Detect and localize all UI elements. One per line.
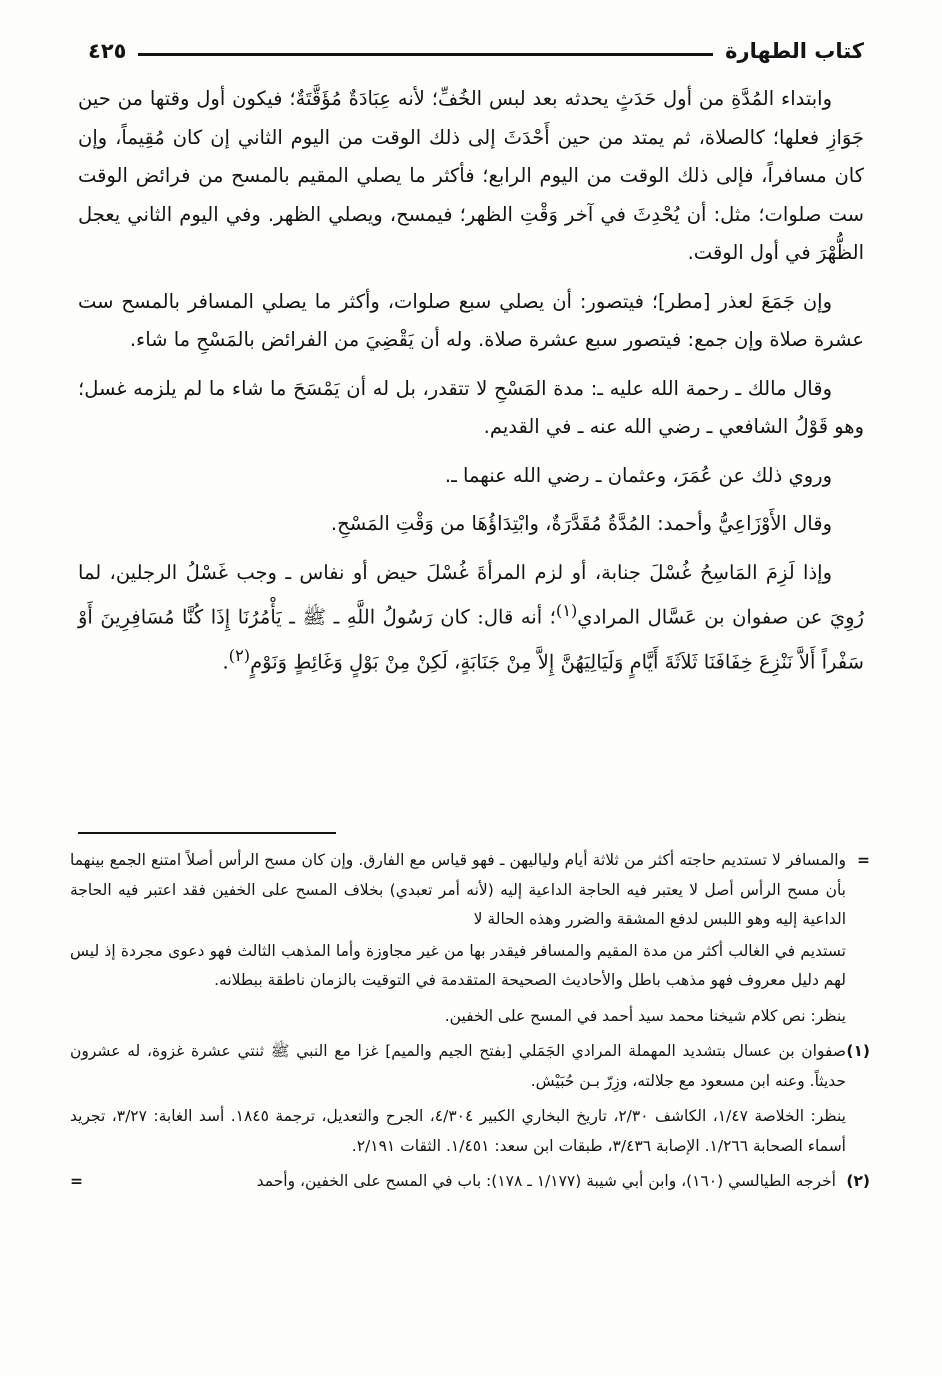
page-number: ٤٢٥	[88, 39, 127, 63]
main-text	[78, 80, 864, 692]
footnote-continued-text: والمسافر لا تستديم حاجته أكثر من ثلاثة أيام ولياليهن ـ فهو قياس مع الفارق. وإن كان مسح الرأس أصلاً امتنع الجمع بينهما بأن مسح الرأس أصل لا يعتبر فيه الحاجة الداعية إليه (لأنه أمر تعبدي) بخلاف المسح على الخفين فقد اعتبر فيه الحاجة الداعية إليه وهو اللبس لدفع المشقة والضرر وهذه الحالة لا	[70, 851, 846, 928]
paragraph-1: وابتداء المُدَّةِ من أول حَدَثٍ يحدثه بعد لبس الخُفِّ؛ لأنه عِبَادَةٌ مُؤَقَّتَةٌ؛ فيكون أول وقتها من حين جَوَازِ فعلها؛ كالصلاة، ثم يمتد من حين أَحْدَثَ إلى ذلك الوقت من اليوم الثاني إن كان مُقِيماً، وإن كان مسافراً، فإلى ذلك الوقت من اليوم الرابع؛ فأكثر ما يصلي المقيم بالمسح من فرائض الوقت ست صلوات؛ مثل: أن يُحْدِثَ في آخر وَقْتِ الظهر؛ فيمسح، ويصلي الظهر. وفي اليوم الثاني يعجل الظُّهْرَ في أول الوقت.	[78, 87, 864, 264]
footnote-1	[70, 1037, 870, 1096]
footnote-continued-ref	[70, 1002, 870, 1032]
footnote-1-number: (١)	[846, 1042, 870, 1060]
paragraph-6	[78, 554, 864, 683]
footnote-separator	[78, 832, 336, 834]
paragraph-3: وقال مالك ـ رحمة الله عليه ـ: مدة المَسْحِ لا تتقدر، بل له أن يَمْسَحَ ما شاء ما لم يلزمه غسل؛ وهو قَوْلُ الشافعي ـ رضي الله عنه ـ في القديم.	[78, 376, 864, 438]
header-rule	[138, 53, 713, 56]
footnote-1-ref	[70, 1102, 870, 1161]
continuation-mark: =	[857, 851, 870, 869]
footnote-2-continuation-mark: =	[70, 1172, 83, 1190]
footnote-continued	[70, 846, 870, 935]
footnote-2	[70, 1167, 870, 1197]
footnotes-section	[70, 846, 870, 1203]
hadith-quote: يَأْمُرُنَا إِذَا كُنَّا مُسَافِرِينَ أَوْ سَفْراً أَلاَّ نَنْزِعَ خِفَافَنَا ثَلاَثَةَ أَيَّامٍ وَلَيَالِيَهُنَّ إِلاَّ مِنْ جَنَابَةٍ، لَكِنْ مِنْ بَوْلٍ وَغَائِطٍ وَنَوْمٍ	[78, 605, 864, 674]
page-header	[88, 34, 864, 68]
footnote-continued-text-2: تستديم في الغالب أكثر من مدة المقيم والمسافر فيقدر بها من غير مجاوزة وأما المذهب الثالث فهو دعوى مجردة إذ ليس لهم دليل معروف فهو مذهب باطل والأحاديث الصحيحة المتقدمة في التوقيت بالزمان ناطقة ببطلانه.	[70, 941, 846, 989]
footnote-continued-reference: ينظر: نص كلام شيخنا محمد سيد أحمد في المسح على الخفين.	[444, 1006, 846, 1025]
paragraph-5: وقال الأَوْزَاعِيُّ وأحمد: المُدَّةُ مُقَدَّرَةٌ، وابْتِدَاؤُهَا من وَقْتِ المَسْحِ.	[330, 512, 832, 535]
footnote-1-reference: ينظر: الخلاصة ١/٤٧، الكاشف ٢/٣٠، تاريخ البخاري الكبير ٤/٣٠٤، الجرح والتعديل، ترجمة ١٨٤٥. أسد الغابة: ٣/٢٧، تجريد أسماء الصحابة ١/٢٦٦. الإصابة ٣/٤٣٦، طبقات ابن سعد: ١/٤٥١. الثقات ٢/١٩١.	[70, 1107, 846, 1155]
footnote-2-text: أخرجه الطيالسي (١٦٠)، وابن أبي شيبة (١/١٧٧ ـ ١٧٨): باب في المسح على الخفين، وأحمد	[256, 1172, 836, 1190]
footnote-continued-2	[70, 937, 870, 996]
paragraph-6-text: وإذا لَزِمَ المَاسِحُ غُسْلَ جنابة، أو لزم المرأةَ غُسْلَ حيض أو نفاس ـ وجب غَسْلُ الرجلين، لما رُوِيَ عن صفوان بن عَسَّال المرادي	[78, 560, 864, 629]
footnote-ref-2[interactable]: (٢)	[228, 646, 251, 665]
paragraph-2: وإن جَمَعَ لعذر [مطر]؛ فيتصور: أن يصلي سبع صلوات، وأكثر ما يصلي المسافر بالمسح ست عشرة صلاة وإن جمع: فيتصور سبع عشرة صلاة. وله أن يَقْضِيَ من الفرائض بالمَسْحِ ما شاء.	[78, 289, 864, 351]
footnote-1-text: صفوان بن عسال بتشديد المهملة المرادي الجَمَلي [بفتح الجيم والميم] غزا مع النبي ﷺ ثنتي عشرة غزوة، له عشرون حديثاً. وعنه ابن مسعود مع جلالته، وزِرّ بـن حُبَيْش.	[70, 1042, 846, 1090]
footnote-ref-1[interactable]: (١)	[555, 601, 578, 620]
running-title: كتاب الطهارة	[725, 39, 864, 63]
paragraph-6-mid: ؛ أنه قال: كان رَسُولُ اللَّهِ ـ ﷺ ـ	[281, 605, 556, 629]
paragraph-6-end: .	[222, 650, 229, 674]
footnote-2-number: (٢)	[846, 1172, 870, 1190]
paragraph-4: وروي ذلك عن عُمَرَ، وعثمان ـ رضي الله عنهما ـ.	[444, 463, 832, 487]
